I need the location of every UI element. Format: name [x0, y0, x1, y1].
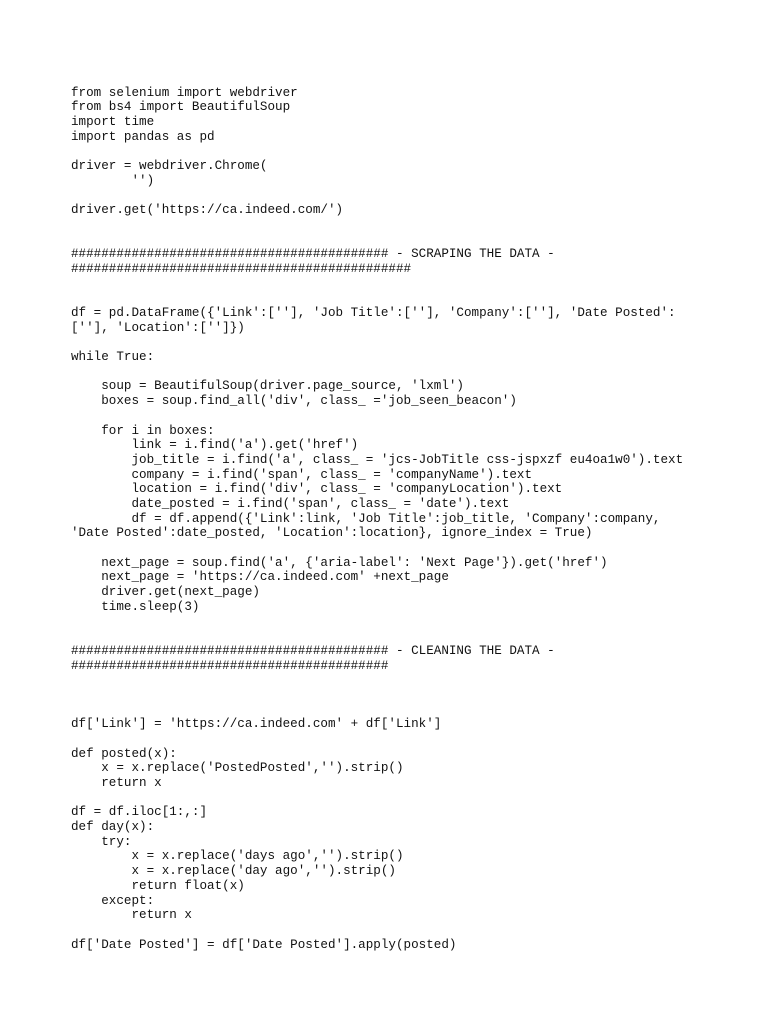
code-line: df['Link'] = 'https://ca.indeed.com' + df['Link']	[71, 717, 442, 732]
code-line	[71, 291, 683, 306]
code-line: df = pd.DataFrame({'Link':[''], 'Job Title':[''], 'Company':[''], 'Date Posted':	[71, 306, 676, 320]
code-line: driver.get(next_page)	[71, 585, 260, 600]
code-line	[71, 365, 683, 380]
code-block	[71, 71, 683, 952]
code-line: x = x.replace('PostedPosted','').strip()	[71, 761, 404, 776]
code-line: from selenium import webdriver	[71, 85, 298, 100]
code-line: df = df.append({'Link':link, 'Job Title':job_title, 'Company':company,	[71, 511, 661, 526]
code-line: boxes = soup.find_all('div', class_ ='job_seen_beacon')	[71, 394, 517, 409]
code-line: try:	[71, 834, 132, 849]
code-line: return x	[71, 776, 162, 790]
code-line: df = df.iloc[1:,:]	[71, 805, 208, 820]
code-line: company = i.find('span', class_ = 'companyName').text	[71, 467, 533, 482]
code-line: driver.get('https://ca.indeed.com/')	[71, 203, 344, 218]
code-line: df['Date Posted'] = df['Date Posted'].apply(posted)	[71, 937, 457, 952]
code-line: import time	[71, 115, 155, 130]
code-line: '')	[71, 173, 155, 188]
code-line: def posted(x):	[71, 746, 177, 761]
code-line: date_posted = i.find('span', class_ = 'date').text	[71, 496, 510, 511]
code-line	[71, 409, 683, 424]
code-line: while True:	[71, 350, 155, 365]
code-line	[71, 791, 683, 806]
code-line: location = i.find('div', class_ = 'companyLocation').text	[71, 482, 563, 497]
code-line: 'Date Posted':date_posted, 'Location':location}, ignore_index = True)	[71, 526, 593, 541]
code-line: job_title = i.find('a', class_ = 'jcs-JobTitle css-jspxzf eu4oa1w0').text	[71, 452, 684, 467]
code-line: ##########################################	[71, 658, 389, 673]
code-line: link = i.find('a').get('href')	[71, 438, 359, 453]
code-line	[71, 541, 683, 556]
code-line: except:	[71, 893, 155, 908]
code-line	[71, 218, 683, 233]
code-line: import pandas as pd	[71, 129, 215, 144]
code-line	[71, 277, 683, 292]
code-line: time.sleep(3)	[71, 599, 200, 614]
code-line: from bs4 import BeautifulSoup	[71, 100, 291, 115]
code-line: x = x.replace('days ago','').strip()	[71, 849, 404, 864]
code-line: [''], 'Location':['']})	[71, 320, 245, 335]
code-line: return float(x)	[71, 878, 245, 893]
code-line: #############################################	[71, 261, 412, 276]
code-line	[71, 335, 683, 350]
code-line	[71, 688, 683, 703]
code-line: ########################################## - SCRAPING THE DATA -	[71, 247, 555, 262]
code-line: next_page = soup.find('a', {'aria-label': 'Next Page'}).get('href')	[71, 555, 608, 570]
code-line	[71, 614, 683, 629]
code-line	[71, 703, 683, 718]
code-line	[71, 923, 683, 938]
code-line	[71, 189, 683, 204]
code-line: soup = BeautifulSoup(driver.page_source, 'lxml')	[71, 379, 464, 394]
code-line: x = x.replace('day ago','').strip()	[71, 864, 396, 879]
code-line: ########################################## - CLEANING THE DATA -	[71, 643, 555, 658]
code-line	[71, 732, 683, 747]
code-line: driver = webdriver.Chrome(	[71, 159, 268, 174]
code-line: next_page = 'https://ca.indeed.com' +next_page	[71, 570, 449, 585]
code-line: def day(x):	[71, 820, 155, 835]
code-line	[71, 629, 683, 644]
code-line: return x	[71, 908, 192, 923]
code-line	[71, 233, 683, 248]
code-line	[71, 673, 683, 688]
code-line	[71, 71, 683, 86]
code-line: for i in boxes:	[71, 423, 215, 438]
code-line	[71, 144, 683, 159]
